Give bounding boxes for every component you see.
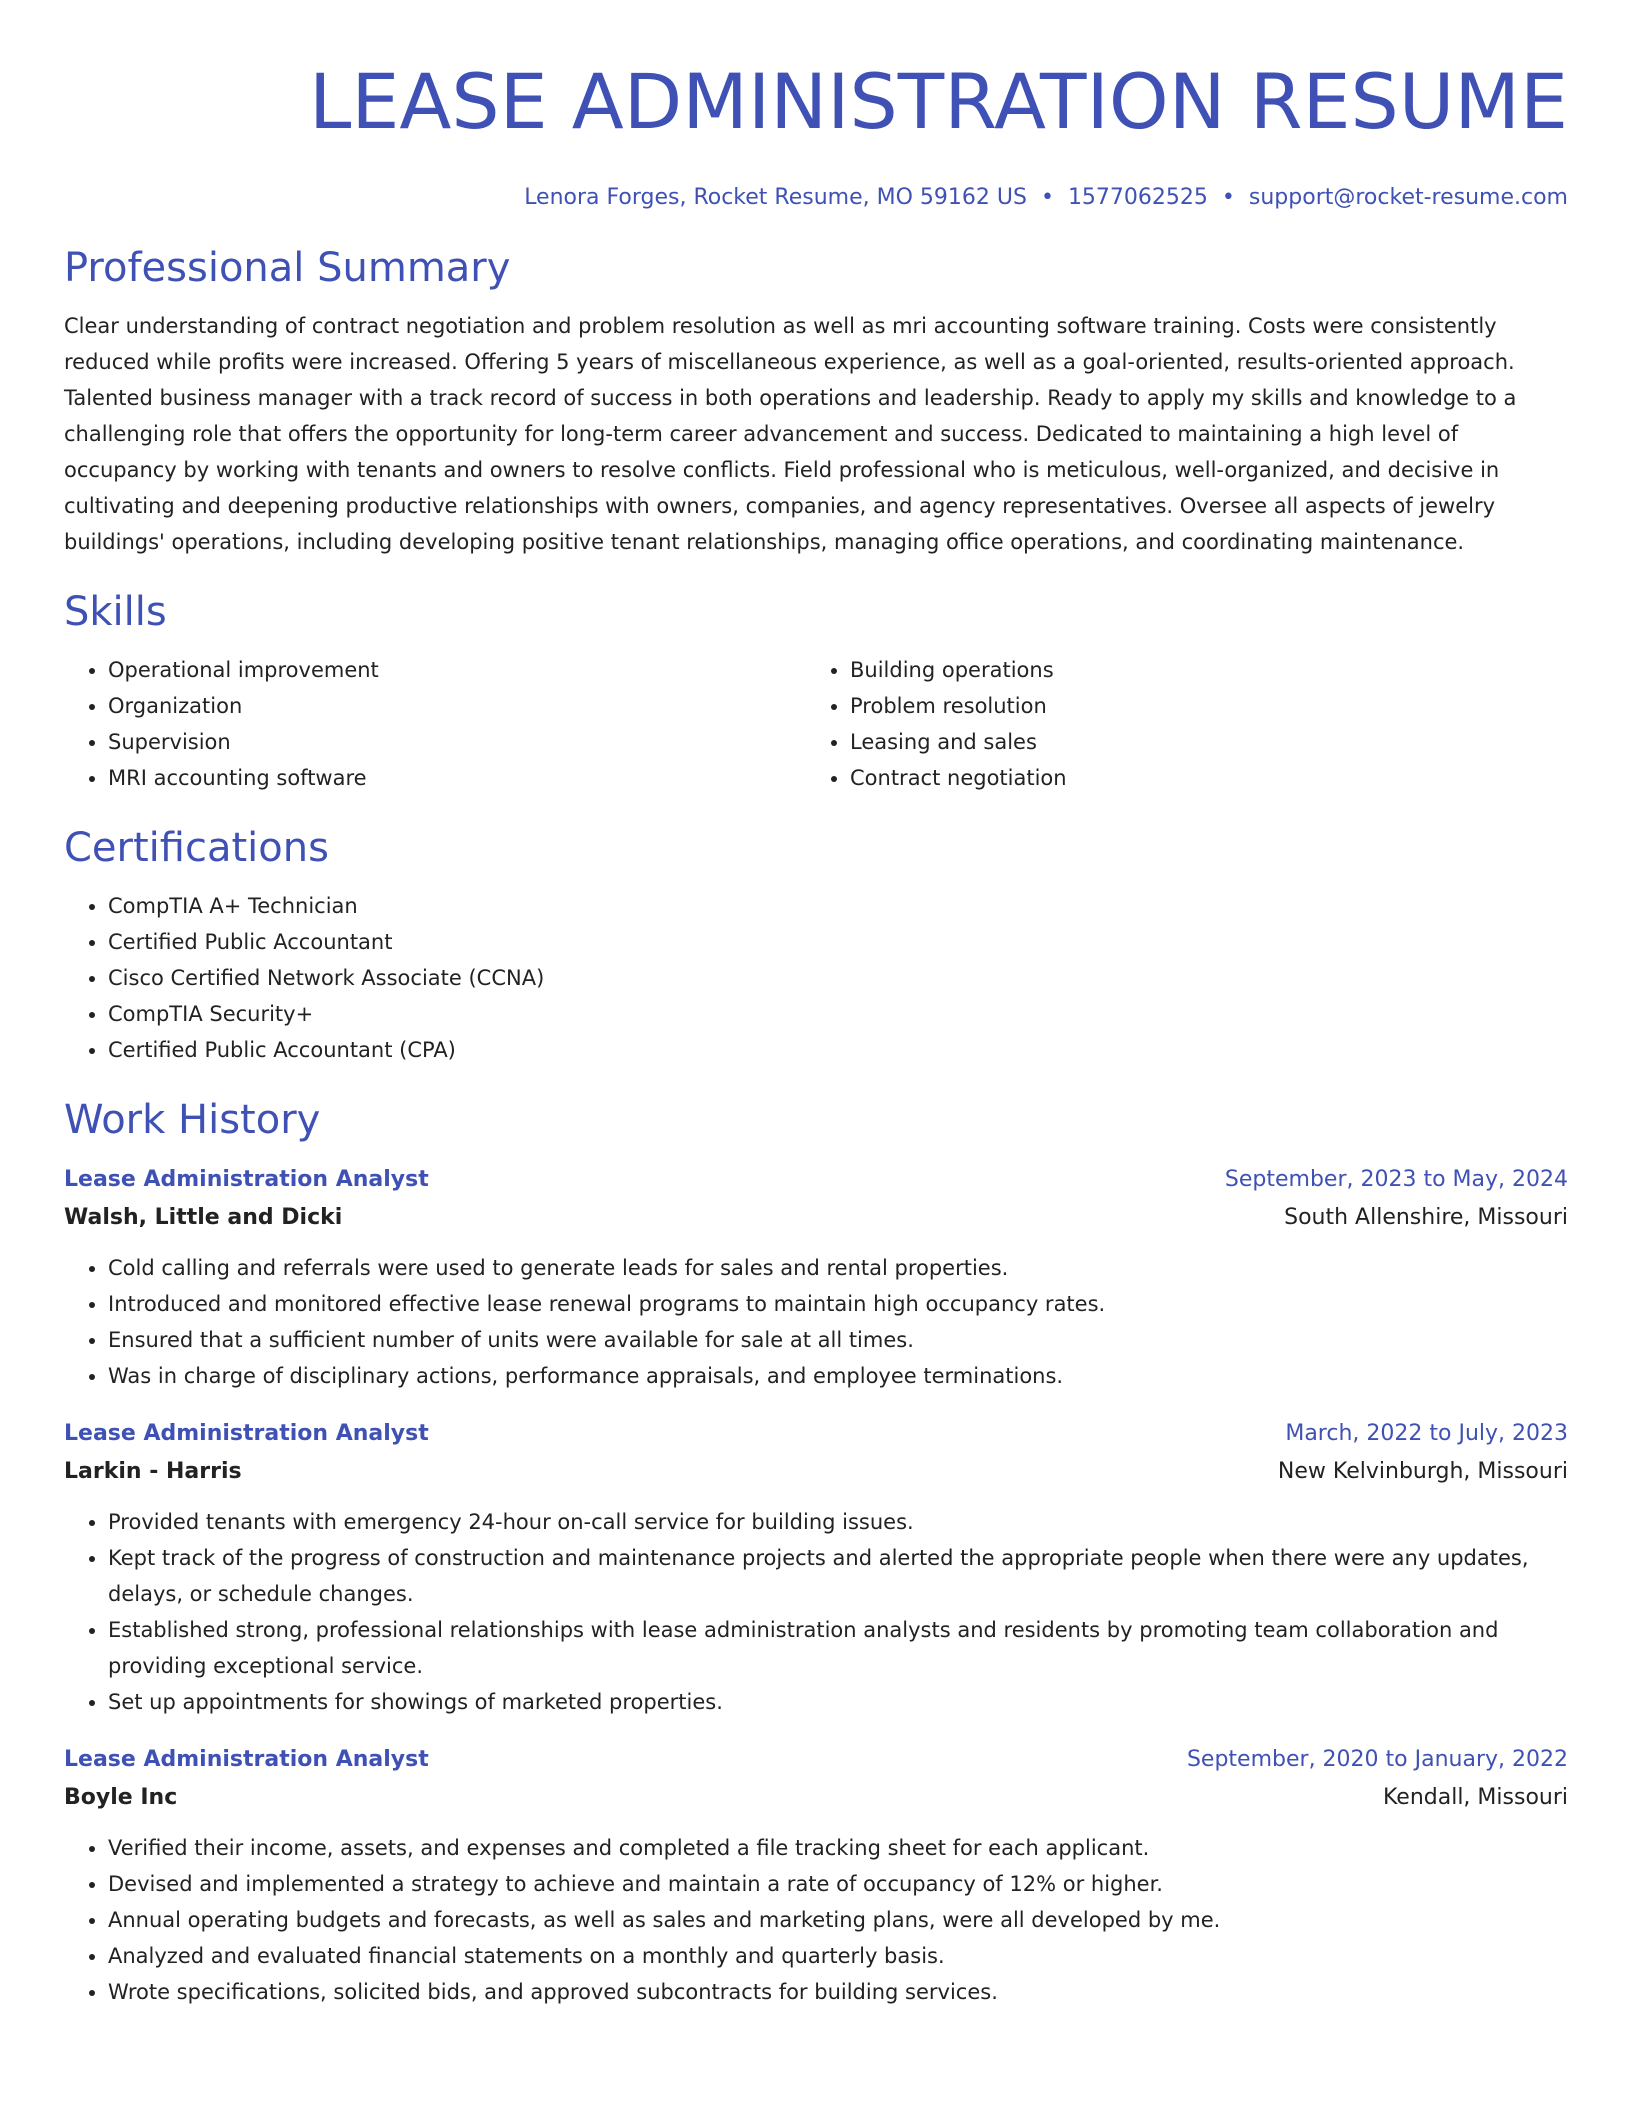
skills-column-right xyxy=(806,652,1548,796)
job-company-row xyxy=(64,1198,1568,1238)
skills-column-left xyxy=(64,652,806,796)
job-dates: September, 2023 to May, 2024 xyxy=(1224,1167,1568,1192)
contact-separator: • xyxy=(1040,185,1054,210)
job-location: South Allenshire, Missouri xyxy=(1284,1205,1568,1230)
job-bullet: • Annual operating budgets and forecasts, as well as sales and marketing plans, were all developed by me. xyxy=(108,1902,1568,1938)
job-entry xyxy=(64,1416,1568,1720)
job-bullet: • Established strong, professional relationships with lease administration analysts and residents by promoting team collaboration and providing exceptional service. xyxy=(108,1612,1568,1684)
job-title-row xyxy=(64,1162,1568,1198)
job-entry xyxy=(64,1742,1568,2010)
job-bullet: • Wrote specifications, solicited bids, and approved subcontracts for building services. xyxy=(108,1974,1568,2010)
contact-address: Lenora Forges, Rocket Resume, MO 59162 US xyxy=(524,185,1027,210)
job-title-row xyxy=(64,1742,1568,1778)
section-heading-skills: Skills xyxy=(64,589,167,635)
section-heading-summary: Professional Summary xyxy=(64,245,511,291)
skills-list-right xyxy=(806,652,1548,796)
job-bullet: • Set up appointments for showings of marketed properties. xyxy=(108,1684,1568,1720)
job-bullet: • Cold calling and referrals were used to generate leads for sales and rental properties. xyxy=(108,1250,1568,1286)
skill-item: • Contract negotiation xyxy=(850,760,1548,796)
job-title: Lease Administration Analyst xyxy=(64,1421,429,1446)
contact-email[interactable]: support@rocket-resume.com xyxy=(1248,185,1568,210)
certification-item: • Certified Public Accountant (CPA) xyxy=(108,1032,1568,1068)
job-bullets xyxy=(64,1830,1568,2010)
job-company: Boyle Inc xyxy=(64,1785,178,1810)
skills-grid xyxy=(64,652,1568,796)
job-title: Lease Administration Analyst xyxy=(64,1167,429,1192)
skill-item: • Organization xyxy=(108,688,806,724)
job-bullet: • Kept track of the progress of construction and maintenance projects and alerted the appropriate people when there were any updates, delays, or schedule changes. xyxy=(108,1540,1568,1612)
professional-summary-section xyxy=(64,242,1568,560)
resume-title: LEASE ADMINISTRATION RESUME xyxy=(309,57,1568,146)
certifications-section xyxy=(64,822,1568,1068)
contact-phone: 1577062525 xyxy=(1067,185,1208,210)
work-history-section xyxy=(64,1094,1568,2010)
job-bullet: • Verified their income, assets, and expenses and completed a file tracking sheet for each applicant. xyxy=(108,1830,1568,1866)
skill-item: • Leasing and sales xyxy=(850,724,1548,760)
certification-item: • Cisco Certified Network Associate (CCNA) xyxy=(108,960,1568,996)
skills-list-left xyxy=(64,652,806,796)
job-title: Lease Administration Analyst xyxy=(64,1747,429,1772)
job-bullet: • Was in charge of disciplinary actions, performance appraisals, and employee terminations. xyxy=(108,1358,1568,1394)
job-bullet: • Introduced and monitored effective lease renewal programs to maintain high occupancy rates. xyxy=(108,1286,1568,1322)
job-bullet: • Provided tenants with emergency 24-hour on-call service for building issues. xyxy=(108,1504,1568,1540)
certification-item: • Certified Public Accountant xyxy=(108,924,1568,960)
section-heading-certifications: Certifications xyxy=(64,825,329,871)
job-bullets xyxy=(64,1504,1568,1720)
skill-item: • Problem resolution xyxy=(850,688,1548,724)
job-company: Larkin - Harris xyxy=(64,1459,242,1484)
job-title-row xyxy=(64,1416,1568,1452)
job-dates: September, 2020 to January, 2022 xyxy=(1186,1747,1568,1772)
job-bullet: • Devised and implemented a strategy to achieve and maintain a rate of occupancy of 12% or higher. xyxy=(108,1866,1568,1902)
certifications-list xyxy=(64,888,1568,1068)
certification-item: • CompTIA Security+ xyxy=(108,996,1568,1032)
resume-header xyxy=(64,48,1568,214)
skill-item: • Operational improvement xyxy=(108,652,806,688)
contact-separator: • xyxy=(1221,185,1235,210)
skill-item: • MRI accounting software xyxy=(108,760,806,796)
section-heading-work-history: Work History xyxy=(64,1097,321,1143)
job-location: New Kelvinburgh, Missouri xyxy=(1277,1459,1568,1484)
summary-text: Clear understanding of contract negotiation and problem resolution as well as mri accounting software training. Costs were consistently reduced while profits were increased. Offering 5 years of miscellaneous experience, as well as a goal-oriented, results-oriented approach. Talented business manager with a track record of success in both operations and leadership. Ready to apply my skills and knowledge to a challenging role that offers the opportunity for long-term career advancement and success. Dedicated to maintaining a high level of occupancy by working with tenants and owners to resolve conflicts. Field professional who is meticulous, well-organized, and decisive in cultivating and deepening productive relationships with owners, companies, and agency representatives. Oversee all aspects of jewelry buildings' operations, including developing positive tenant relationships, managing office operations, and coordinating maintenance. xyxy=(64,314,1517,554)
job-company: Walsh, Little and Dicki xyxy=(64,1205,343,1230)
skill-item: • Building operations xyxy=(850,652,1548,688)
contact-line xyxy=(64,182,1568,214)
job-company-row xyxy=(64,1452,1568,1492)
job-company-row xyxy=(64,1778,1568,1818)
job-bullet: • Ensured that a sufficient number of units were available for sale at all times. xyxy=(108,1322,1568,1358)
certification-item: • CompTIA A+ Technician xyxy=(108,888,1568,924)
job-bullets xyxy=(64,1250,1568,1394)
job-location: Kendall, Missouri xyxy=(1382,1785,1568,1810)
skills-section xyxy=(64,586,1568,796)
job-entry xyxy=(64,1162,1568,1394)
job-bullet: • Analyzed and evaluated financial statements on a monthly and quarterly basis. xyxy=(108,1938,1568,1974)
skill-item: • Supervision xyxy=(108,724,806,760)
job-dates: March, 2022 to July, 2023 xyxy=(1285,1421,1568,1446)
